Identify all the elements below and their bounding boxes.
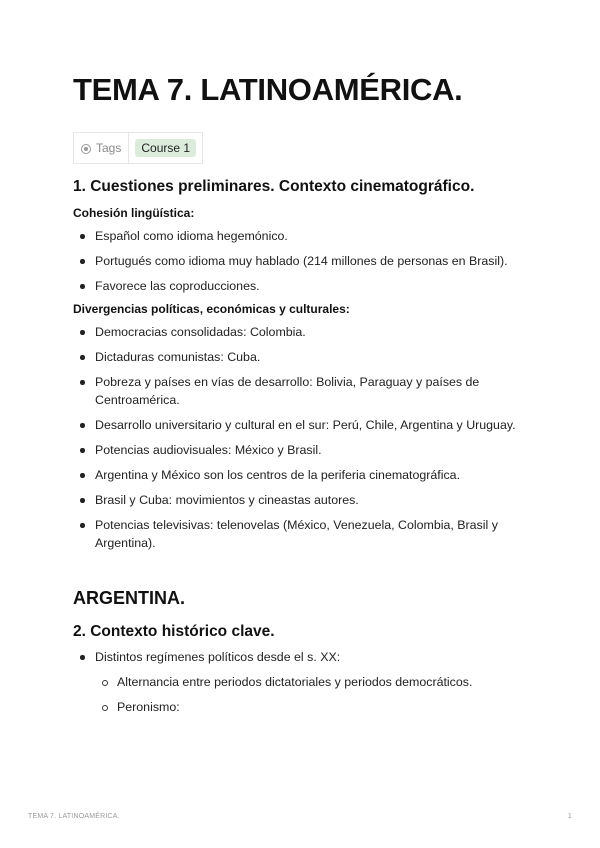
divergencias-list [73,323,533,552]
divergencias-label: Divergencias políticas, económicas y culturales: [73,302,350,316]
nested-list [95,673,533,716]
list-item: Portugués como idioma muy hablado (214 millones de personas en Brasil). [73,252,533,270]
argentina-heading: ARGENTINA. [73,588,185,608]
list-item: Dictaduras comunistas: Cuba. [73,348,533,366]
list-item-text: Distintos regímenes políticos desde el s. XX: [95,650,341,664]
section2-heading: 2. Contexto histórico clave. [73,623,275,640]
list-item: Potencias televisivas: telenovelas (México, Venezuela, Colombia, Brasil y Argentina). [73,516,533,552]
tags-property-value[interactable] [129,133,202,163]
tags-label: Tags [96,141,122,155]
properties-table [73,132,203,164]
nested-list-item: Peronismo: [95,698,533,716]
list-item: Desarrollo universitario y cultural en el sur: Perú, Chile, Argentina y Uruguay. [73,416,533,434]
cohesion-label: Cohesión lingüística: [73,206,195,220]
cohesion-list [73,227,533,295]
list-item: Español como idioma hegemónico. [73,227,533,245]
list-item: Potencias audiovisuales: México y Brasil. [73,441,533,459]
tags-icon [81,144,91,154]
list-item [73,648,533,716]
document-content [73,178,533,716]
section2-list [73,648,533,716]
tag-chip[interactable]: Course 1 [135,139,196,157]
tags-property-key [74,133,129,163]
page-title: TEMA 7. LATINOAMÉRICA. [73,72,463,107]
list-item: Argentina y México son los centros de la periferia cinematográfica. [73,466,533,484]
page-footer [28,813,572,820]
section1-heading: 1. Cuestiones preliminares. Contexto cinematográfico. [73,178,475,195]
list-item: Pobreza y países en vías de desarrollo: Bolivia, Paraguay y países de Centroamérica. [73,373,533,409]
list-item: Democracias consolidadas: Colombia. [73,323,533,341]
list-item: Favorece las coproducciones. [73,277,533,295]
nested-list-item: Alternancia entre periodos dictatoriales y periodos democráticos. [95,673,533,691]
footer-title: TEMA 7. LATINOAMÉRICA. [28,813,120,820]
list-item: Brasil y Cuba: movimientos y cineastas autores. [73,491,533,509]
footer-page-number: 1 [567,813,572,820]
